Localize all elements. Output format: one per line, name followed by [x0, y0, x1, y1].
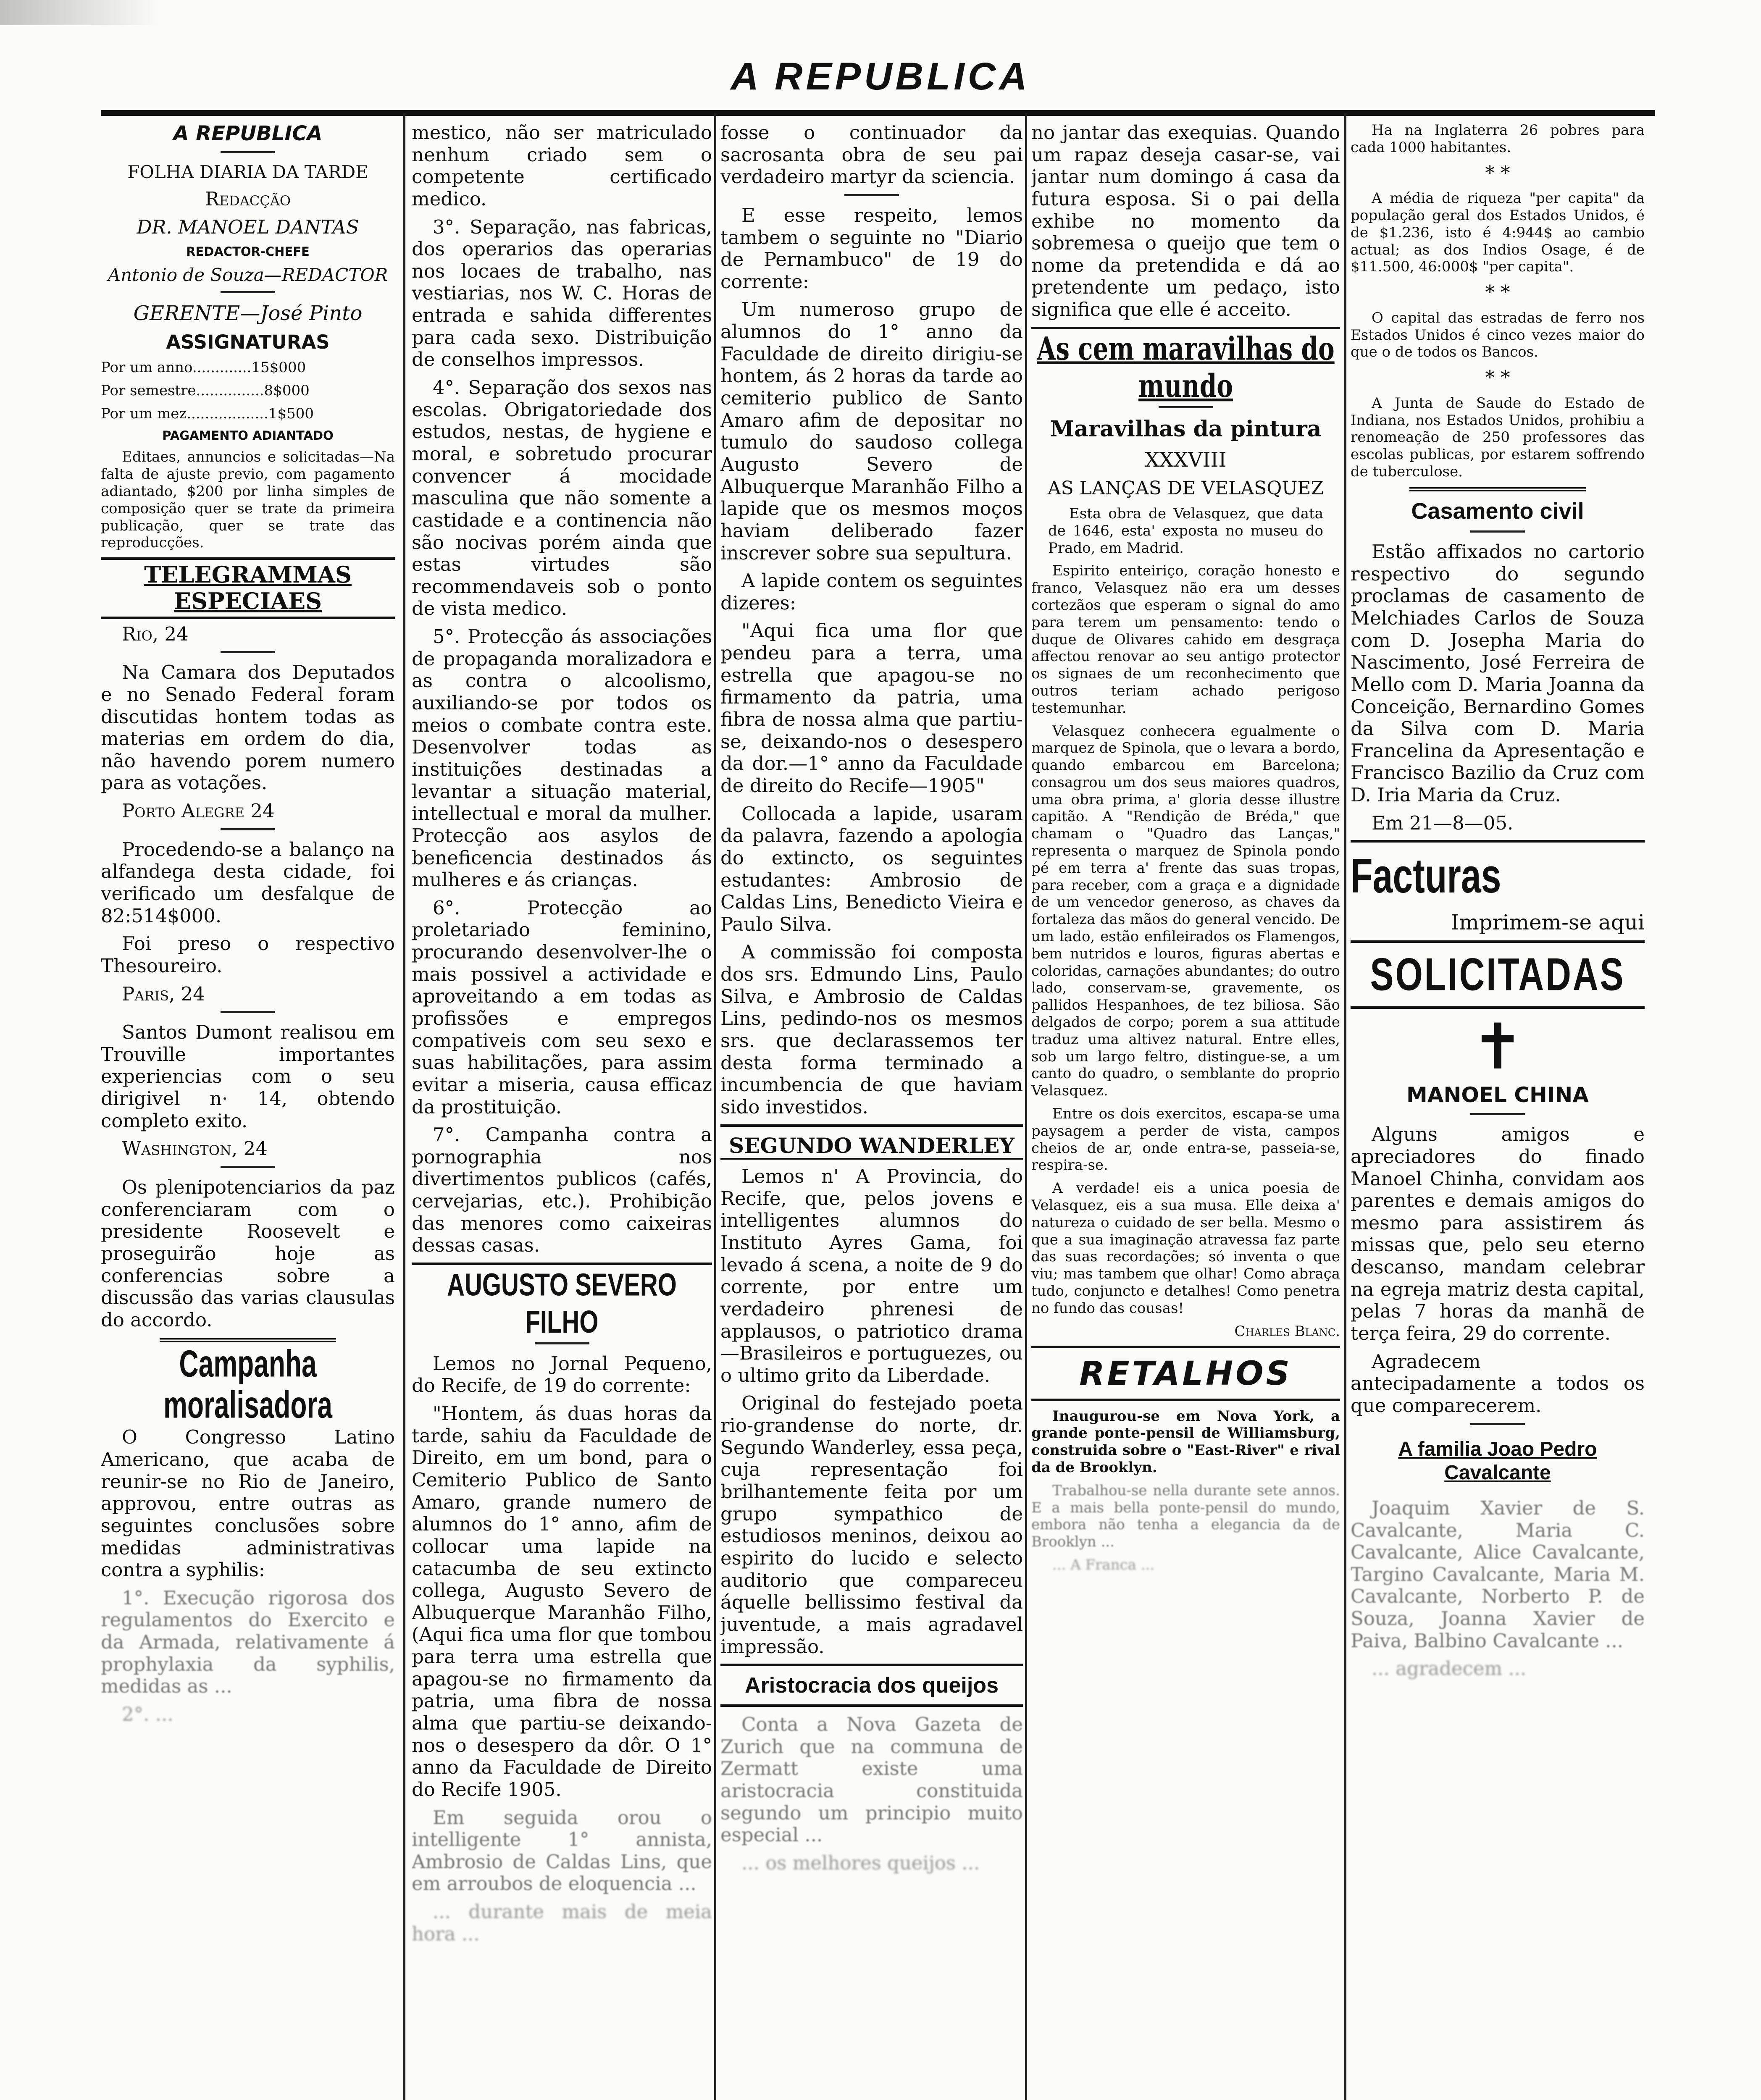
- manoel-thanks: Agradecem antecipadamente a todos os que comparecerem.: [1351, 1350, 1645, 1417]
- section-rule: [1031, 1346, 1340, 1348]
- diario-text: Collocada a lapide, usaram da palavra, fazendo a apologia do extincto, os seguintes estudantes: Ambrosio de Caldas Lins, Benedicto Vieira e Paulo Silva.: [720, 802, 1023, 935]
- director-name: DR. MANOEL DANTAS: [137, 215, 359, 238]
- casamento-heading: Casamento civil: [1411, 498, 1584, 524]
- divider: [844, 194, 899, 196]
- masthead-rule: [101, 110, 1655, 116]
- section-rule: [1351, 840, 1645, 843]
- nota-riqueza: A média de riqueza "per capita" da população geral dos Estados Unidos, é de $1.236, isto é 4:944$ ao cambio actual; as dos Indios Osage, é de $11.500, 46:000$ "per capita".: [1351, 190, 1645, 276]
- segundo-text: Original do festejado poeta rio-grandense do norte, dr. Segundo Wanderley, essa peça, cuja representação foi brilhantemente feita por um grupo sympathico de estudiosos meninos, deixou ao espirito do lucido e selecto auditorio que compareceu áquelle bellissimo festival da juventude, a mais agradavel impressão.: [720, 1392, 1023, 1658]
- divider: [1470, 1423, 1525, 1425]
- segundo-text: Lemos n' A Provincia, do Recife, que, pelos jovens e intelligentes alumnos do Instituto Ayres Gama, foi levado á scena, a noite de 9 do corrente, por entre um verdadeiro phrenesi de applausos, o patriotico drama—Brasileiros e portuguezes, ou o ultimo grito da Liberdade.: [720, 1165, 1023, 1386]
- stars-divider: * *: [1485, 281, 1510, 304]
- segundo-heading: SEGUNDO WANDERLEY: [720, 1134, 1023, 1160]
- velasquez-text: Entre os dois exercitos, escapa-se uma paysagem a perder de vista, campos cheios de ar, onde entra-se, passeia-se, respira-se.: [1031, 1105, 1340, 1174]
- cross-icon: ✝: [1471, 1010, 1524, 1084]
- section-rule: [720, 1704, 1023, 1707]
- paper-name: A REPUBLICA: [173, 122, 323, 145]
- stars-divider: * *: [1485, 161, 1510, 184]
- divider: [1159, 406, 1213, 408]
- paper-subtitle: FOLHA DIARIA DA TARDE: [127, 162, 368, 183]
- augusto-continued: fosse o continuador da sacrosanta obra de seu pai verdadeiro martyr da sciencia.: [720, 122, 1023, 188]
- aristocracia-text: ... os melhores queijos ...: [741, 1851, 980, 1874]
- redaccao-label: Redacção: [205, 188, 291, 210]
- nota-indiana: A Junta de Saude do Estado de Indiana, nos Estados Unidos, prohibiu a renomeação de 250 professores das escolas publicas, por estarem soffrendo de tuberculose.: [1351, 394, 1645, 480]
- telegrammas-heading: TELEGRAMMAS ESPECIAES: [101, 557, 395, 619]
- diario-text: Um numeroso grupo de alumnos do 1° anno da Faculdade de direito dirigiu-se hontem, ás 2 horas da tarde ao cemiterio publico de Santo Amaro afim de depositar no tumulo do saudoso collega Augusto Severo de Albuquerque Maranhão Filho a lapide que os mesmos moços haviam deliberado fazer inscrever sobre sua sepultura.: [720, 298, 1023, 564]
- divider: [221, 151, 275, 153]
- nota-estradas: O capital das estradas de ferro nos Estados Unidos é cinco vezes maior do que o de todos os Bancos.: [1351, 309, 1645, 361]
- column-rule: [1344, 113, 1346, 2100]
- news-porto-alegre: Procedendo-se a balanço na alfandega desta cidade, foi verificado um desfalque de 82:514$000.: [101, 838, 395, 927]
- manoel-heading: MANOEL CHINA: [1406, 1082, 1589, 1107]
- pagamento-label: PAGAMENTO ADIANTADO: [162, 428, 334, 443]
- aristocracia-heading: Aristocracia dos queijos: [745, 1673, 999, 1698]
- dateline-paris: Paris, 24: [122, 982, 205, 1005]
- news-porto-alegre-2: Foi preso o respectivo Thesoureiro.: [101, 932, 395, 977]
- divider: [535, 1342, 589, 1344]
- masthead: A REPUBLICA: [731, 55, 1030, 98]
- campanha-item-5: 5°. Protecção ás associações de propaganda moralizadora e as contra o alcoolismo, auxiliando-se por todos os meios o combate contra este. Desenvolver todas as instituições destinadas a levantar a situação material, intellectual e moral da mulher. Protecção aos asylos de beneficencia destinados ás mulheres e ás crianças.: [412, 625, 712, 891]
- redactor-name: Antonio de Souza—REDACTOR: [108, 265, 388, 286]
- familia-text: Joaquim Xavier de S. Cavalcante, Maria C. Cavalcante, Alice Cavalcante, Targino Cavalcante, Maria M. Cavalcante, Norberto P. de Souza, Joanna Xavier de Paiva, Balbino Cavalcante ...: [1351, 1496, 1645, 1652]
- dateline-porto-alegre: Porto Alegre 24: [122, 800, 275, 822]
- assignaturas-heading: ASSIGNATURAS: [166, 331, 330, 353]
- divider: [221, 1011, 275, 1013]
- price-line: Por um anno.............15$000: [101, 359, 306, 376]
- retalhos-text: Inaugurou-se em Nova York, a grande ponte-pensil de Williamsburg, construida sobre o "East-River" e rival da de Brooklyn.: [1031, 1407, 1340, 1476]
- section-rule: [1351, 1006, 1645, 1009]
- diario-intro: E esse respeito, lemos tambem o seguinte no "Diario de Pernambuco" de 19 do corrente:: [720, 204, 1023, 293]
- familia-heading: A familia Joao Pedro Cavalcante: [1398, 1438, 1597, 1484]
- editaes-text: Editaes, annuncios e solicitadas—Na falta de ajuste previo, com pagamento adiantado, $200 por linha simples de composição quer se trate da primeira publicação, quer se trate das reproducções.: [101, 449, 395, 551]
- news-rio: Na Camara dos Deputados e no Senado Federal foram discutidas hontem todas as materias em ordem do dia, não havendo porem numero para as votações.: [101, 661, 395, 794]
- gerente-name: GERENTE—José Pinto: [133, 302, 363, 326]
- dateline-rio: Rio, 24: [122, 622, 189, 645]
- column-5: [1351, 122, 1645, 2100]
- price-line: Por um mez..................1$500: [101, 405, 314, 422]
- campanha-continued: mestico, não ser matriculado nenhum criado sem o competente certificado medico.: [412, 122, 712, 210]
- velasquez-text: A verdade! eis a unica poesia de Velasquez, eis a sua musa. Elle deixa a' natureza o cuidado de ser bella. Mesmo o que a sua imaginação atravessa faz parte das suas recordações; só inventa o que viu; mas tambem que olhar! Como abraça tudo, conjuncto e detalhes! Como penetra no fundo das cousas!: [1031, 1180, 1340, 1317]
- campanha-item-3: 3°. Separação, nas fabricas, dos operarios das operarias nos locaes de trabalho, nas vestiarias, nos W. C. Horas de entrada e sahida differentes para cada sexo. Distribuição de conselhos impressos.: [412, 215, 712, 371]
- familia-text: ... agradecem ...: [1372, 1657, 1527, 1680]
- section-rule: [720, 1664, 1023, 1666]
- news-paris: Santos Dumont realisou em Trouville importantes experiencias com o seu dirigivel n· 14, obtendo completo exito.: [101, 1021, 395, 1132]
- lapide-quote: "Aqui fica uma flor que pendeu para a terra, uma estrella que apagou-se no firmamento da patria, uma fibra de nossa alma que partiu-se, deixando-nos o desespero da dor.—1° anno da Faculdade de direito do Recife—1905": [720, 620, 1023, 797]
- campanha-item: 2°. ...: [122, 1703, 173, 1725]
- ornament-rule: [1409, 487, 1586, 491]
- nota-inglaterra: Ha na Inglaterra 26 pobres para cada 1000 habitantes.: [1351, 122, 1645, 156]
- lancas-heading: AS LANÇAS DE VELASQUEZ: [1047, 478, 1324, 499]
- column-4: [1031, 122, 1340, 2100]
- campanha-item-6: 6°. Protecção ao proletariado feminino, procurando desenvolver-lhe o mais possivel a actividade e aproveitando a em todas as profissões e empregos compativeis com seu sexo e suas habilitações, para assim evitar a miseria, causa efficaz da prostituição.: [412, 896, 712, 1118]
- divider: [1470, 530, 1525, 533]
- aristocracia-text: Conta a Nova Gazeta de Zurich que na communa de Zermatt existe uma aristocracia constituida segundo um principio muito especial ...: [720, 1713, 1023, 1846]
- redactor-chefe-label: REDACTOR-CHEFE: [186, 244, 310, 259]
- section-rule: [412, 1263, 712, 1265]
- solicitadas-heading: SOLICITADAS: [1370, 949, 1625, 1000]
- augusto-intro: Lemos no Jornal Pequeno, do Recife, de 19 do corrente:: [412, 1352, 712, 1397]
- velasquez-text: Espirito enteiriço, coração honesto e franco, Velasquez não era um desses cortezãos que esperam o signal do amo para terem um pensamento: tendo o duque de Olivares cahido em desgraça affectou renovar ao seu antigo protector os signaes de um reconhecimento que outros teriam achado perigoso testemunhar.: [1031, 562, 1340, 717]
- campanha-heading: Campanha moralisadora: [163, 1342, 332, 1426]
- pintura-heading: Maravilhas da pintura: [1050, 416, 1322, 442]
- facturas-heading: Facturas: [1351, 849, 1501, 904]
- campanha-item-7: 7°. Campanha contra a pornographia nos divertimentos publicos (cafés, cervejarias, etc.). Prohibição das menores como caixeiras dessas casas.: [412, 1124, 712, 1257]
- divider: [221, 828, 275, 830]
- column-1: [101, 122, 395, 2100]
- column-rule: [403, 113, 405, 2100]
- retalhos-heading: RETALHOS: [1079, 1355, 1292, 1393]
- news-washington: Os plenipotenciarios da paz conferenciaram com o presidente Roosevelt e proseguirão hoje as conferencias sobre a discussão das varias clausulas do accordo.: [101, 1176, 395, 1331]
- section-rule: [1031, 1399, 1340, 1401]
- obra-note: Esta obra de Velasquez, que data de 1646, esta' exposta no museu do Prado, em Madrid.: [1048, 505, 1323, 556]
- series-number: XXXVIII: [1145, 448, 1227, 472]
- retalhos-text: ... A Franca ...: [1052, 1557, 1155, 1574]
- queijos-continued: no jantar das exequias. Quando um rapaz deseja casar-se, vai jantar num domingo á casa da futura esposa. Si o pai della exhibe no momento da sobremesa o queijo que tem o nome da pretendida e dá ao pretendente um pedaço, isto significa que elle é acceito.: [1031, 122, 1340, 321]
- divider: [221, 651, 275, 653]
- diario-text: A lapide contem os seguintes dizeres:: [720, 570, 1023, 614]
- stars-divider: * *: [1485, 366, 1510, 389]
- price-line: Por semestre...............8$000: [101, 382, 310, 399]
- manoel-text: Alguns amigos e apreciadores do finado Manoel Chinha, convidam aos parentes e demais amigos do mesmo para assistirem ás missas que, pelo seu eterno descanso, mandam celebrar na egreja matriz desta capital, pelas 7 horas da manhã de terça feira, 29 do corrente.: [1351, 1123, 1645, 1345]
- velasquez-text: Velasquez conhecera egualmente o marquez de Spinola, que o levara a bordo, quando embarcou em Barcelona; consagrou um dos seus maiores quadros, uma obra prima, a' gloria desse illustre capitão. A "Rendição de Bréda," que chamam o "Quadro das Lanças," representa o marquez de Spinola pondo pé em terra a' frente das suas tropas, para receber, com a graça e a dignidade de um vencedor generoso, as chaves da fortaleza das mãos do general vencido. De um lado, estão enfileirados os Flamengos, bem nutridos e louros, figuras abertas e coloridas, carnações abundantes; do outro lado, conservam-se, gravemente, os pallidos Hespanhoes, de tez biliosa. São delgados de corpo; porem a sua attitude traduz uma altivez natural. Entre elles, sob um largo feltro, distingue-se, a um canto do quadro, o semblante do proprio Velasquez.: [1031, 722, 1340, 1100]
- casamento-text: Estão affixados no cartorio respectivo do segundo proclamas de casamento de Melchiades Carlos de Souza com D. Josepha Maria do Nascimento, José Ferreira de Mello com D. Maria Joanna da Conceição, Bernardino Gomes da Silva com D. Maria Francelina da Apresentação e Francisco Bazilio da Cruz com D. Iria Maria da Cruz.: [1351, 541, 1645, 806]
- augusto-text: Em seguida orou o intelligente 1° annista, Ambrosio de Caldas Lins, que em arroubos de eloquencia ...: [412, 1806, 712, 1895]
- ornament-rule: [160, 1338, 336, 1342]
- campanha-item: 1°. Execução rigorosa dos regulamentos do Exercito e da Armada, relativamente á prophylaxia da syphilis, medidas as ...: [101, 1586, 395, 1698]
- campanha-item-4: 4°. Separação dos sexos nas escolas. Obrigatoriedade dos estudos, nestas, de hygiene e moral, e sobretudo procurar convencer á mocidade masculina que não somente a castidade e a continencia não são nocivas porém ainda que estas virtudes são recommendaveis sob o ponto de vista medico.: [412, 376, 712, 620]
- augusto-quote: "Hontem, ás duas horas da tarde, sahiu da Faculdade de Direito, em um bond, para o Cemiterio Publico de Santo Amaro, grande numero de alumnos do 1° anno, afim de collocar uma lapide na catacumba de seu extincto collega, Augusto Severo de Albuquerque Maranhão Filho, (Aqui fica uma flor que tombou para terra uma estrella que apagou-se no firmamento da patria, uma fibra de nossa alma que partiu-se deixando-nos o desespero da dôr. O 1° anno da Faculdade de Direito do Recife 1905.: [412, 1402, 712, 1801]
- column-2: [412, 122, 712, 2100]
- imprimem-text: Imprimem-se aqui: [1451, 910, 1645, 934]
- section-rule: [720, 1124, 1023, 1127]
- section-rule: [1031, 327, 1340, 329]
- column-rule: [1025, 113, 1027, 2100]
- diario-text: A commissão foi composta dos srs. Edmundo Lins, Paulo Silva, e Ambrosio de Caldas Lins, pedindo-nos os mesmos srs. que declarassemos ter desta forma terminado a incumbencia de que haviam sido investidos.: [720, 941, 1023, 1118]
- column-rule: [714, 113, 716, 2100]
- campanha-text: O Congresso Latino Americano, que acaba de reunir-se no Rio de Janeiro, approvou, entre outras as seguintes conclusões sobre medidas administrativas contra a syphilis:: [101, 1426, 395, 1581]
- maravilhas-heading: As cem maravilhas do mundo: [1037, 330, 1335, 404]
- divider: [221, 1166, 275, 1168]
- signature: Charles Blanc.: [1234, 1323, 1340, 1340]
- scan-smudge: [0, 0, 160, 25]
- augusto-text: ... durante mais de meia hora ...: [412, 1900, 712, 1945]
- divider: [221, 291, 275, 293]
- casamento-date: Em 21—8—05.: [1372, 811, 1514, 834]
- dateline-washington: Washington, 24: [122, 1137, 268, 1160]
- divider: [1470, 1113, 1525, 1115]
- section-rule: [1351, 940, 1645, 943]
- retalhos-text: Trabalhou-se nella durante sete annos. E a mais bella ponte-pensil do mundo, embora não tenha a elegancia da de Brooklyn ...: [1031, 1482, 1340, 1551]
- augusto-heading: AUGUSTO SEVERO FILHO: [447, 1267, 677, 1340]
- column-3: [720, 122, 1023, 2100]
